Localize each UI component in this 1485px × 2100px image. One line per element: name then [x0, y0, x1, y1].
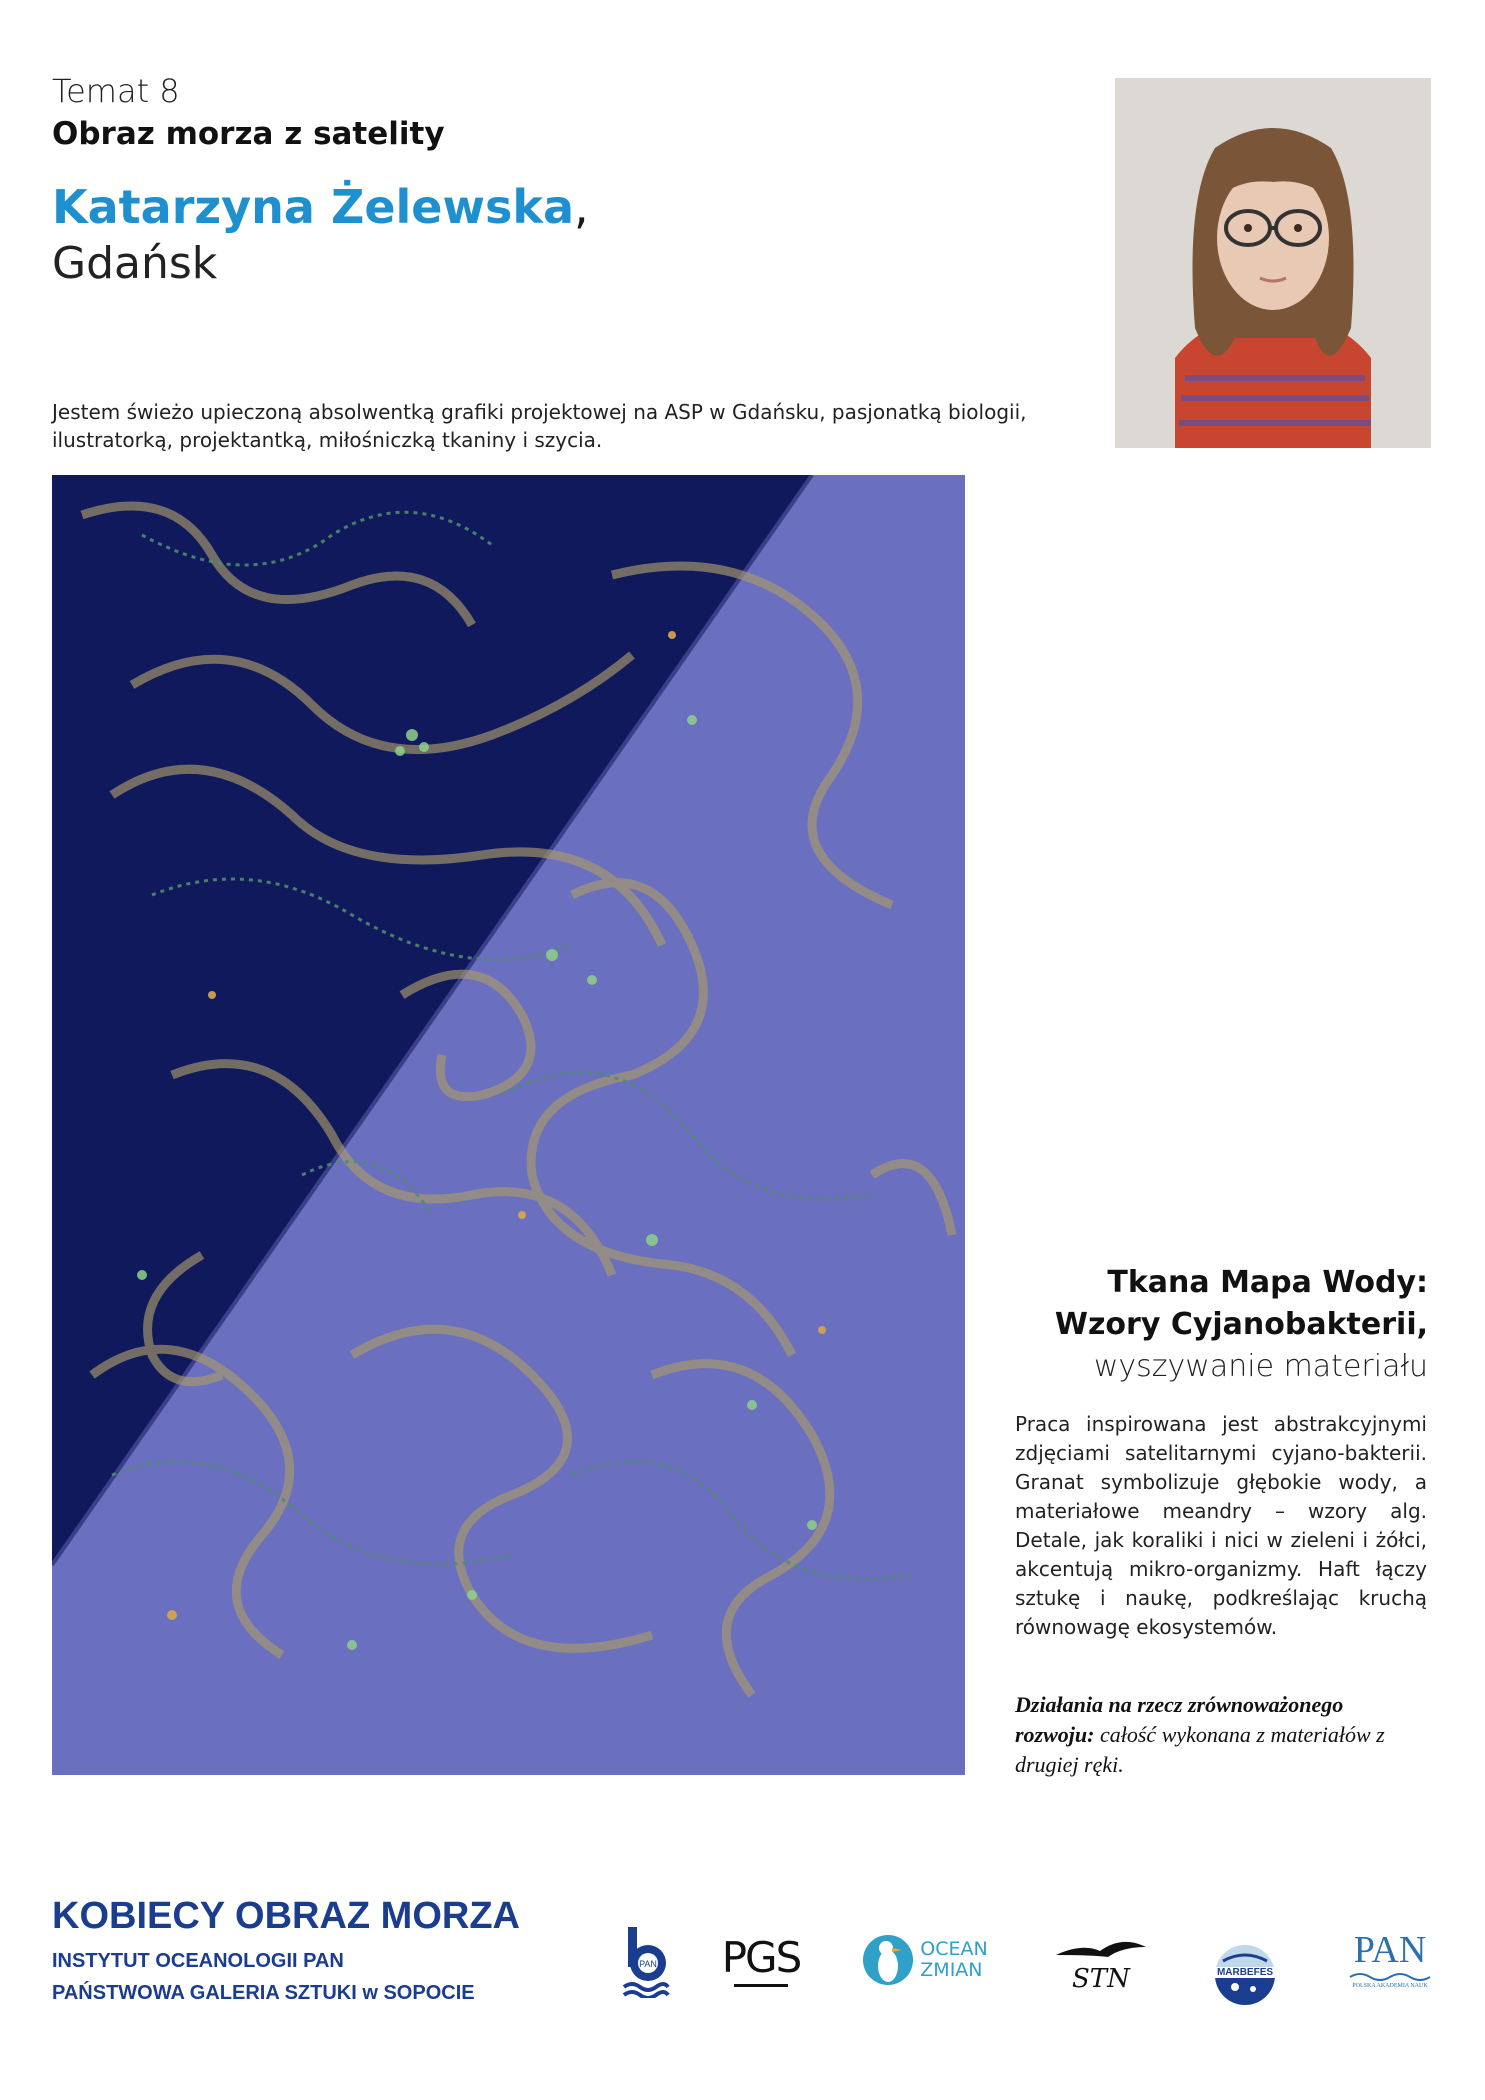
work-title-block [1055, 1262, 1428, 1388]
pan-logo [1345, 1920, 1435, 2000]
theme-number: Temat 8 [52, 72, 180, 110]
pgs-logo [721, 1920, 801, 2000]
footer-title: KOBIECY OBRAZ MORZA [52, 1895, 520, 1937]
pan-logo-subtitle: POLSKA AKADEMIA NAUK [1352, 1983, 1428, 1989]
author-name: Katarzyna Żelewska [52, 180, 574, 234]
author-bio: Jestem świeżo upieczoną absolwentką grafiki projektowej na ASP w Gdańsku, pasjonatką biologii, ilustratorką, projektantką, miłośniczką tkaniny i szycia. [52, 400, 1027, 452]
work-description: Praca inspirowana jest abstrakcyjnymi zdjęciami satelitarnymi cyjano-bakterii. Granat symbolizuje głębokie wody, a materiałowe meandry – wzory alg. Detale, jak koraliki i nici w zieleni i żółci, akcentują mikro-organizmy. Haft łączy sztukę i naukę, podkreślając kruchą równowagę ekosystemów. [1015, 1412, 1427, 1639]
pan-logo-text: PAN [1353, 1929, 1427, 1971]
artwork-image [52, 475, 965, 1775]
work-title-line2: Wzory Cyjanobakterii, [1054, 1307, 1428, 1342]
marbefes-logo [1205, 1920, 1285, 2000]
author-comma: , [574, 180, 589, 234]
pan-wave-icon [1348, 1969, 1432, 1983]
sustainability-text: całość wykonana z materiałów z drugiej ręki. [1015, 1722, 1385, 1777]
sustainability-note [1015, 1690, 1427, 1780]
iopan-logo-text: PAN [639, 1958, 657, 1969]
pgs-logo-underline [734, 1984, 788, 1987]
stn-logo [1050, 1920, 1150, 2000]
footer-institute: INSTYTUT OCEANOLOGII PAN [52, 1950, 344, 1972]
marbefes-logo-text: MARBEFES [1216, 1966, 1274, 1978]
ocean-zmian-line1: OCEAN [920, 1938, 988, 1960]
work-medium: wyszywanie materiału [1093, 1349, 1428, 1384]
stn-logo-text: STN [1072, 1964, 1130, 1994]
theme-title: Obraz morza z satelity [52, 116, 445, 152]
sustainability-label: Działania na rzecz zrównoważonego rozwoju: [1015, 1692, 1344, 1747]
author-line [52, 180, 589, 234]
author-city: Gdańsk [52, 238, 218, 289]
ocean-zmian-logo [860, 1920, 990, 2000]
ocean-zmian-bird-icon [862, 1930, 914, 1990]
work-title-line1: Tkana Mapa Wody: [1107, 1265, 1428, 1300]
author-portrait [1115, 78, 1431, 448]
footer-gallery: PAŃSTWOWA GALERIA SZTUKI w SOPOCIE [52, 1982, 475, 2004]
iopan-logo [615, 1920, 675, 2000]
ocean-zmian-line2: ZMIAN [920, 1959, 983, 1981]
pgs-logo-text: PGS [721, 1933, 801, 1982]
